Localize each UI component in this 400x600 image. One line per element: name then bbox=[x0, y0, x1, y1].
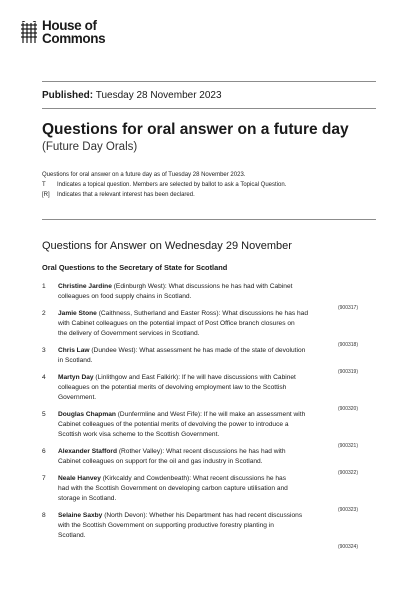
logo-line-1: House of bbox=[42, 18, 97, 33]
department-heading: Oral Questions to the Secretary of State for Scotland bbox=[42, 263, 228, 272]
question-text: Cabinet colleagues on support for the oil and gas industry in Scotland. bbox=[58, 458, 263, 465]
question-text: with Cabinet colleagues on the potential impact of Post Office branch closures on bbox=[58, 320, 295, 327]
question-number: 3 bbox=[42, 347, 46, 354]
question-line bbox=[58, 410, 354, 420]
question-text: the delivery of Government services in Scotland. bbox=[58, 330, 200, 337]
question-number: 5 bbox=[42, 411, 46, 418]
member-name: Martyn Day bbox=[58, 374, 94, 381]
question-line bbox=[58, 474, 354, 484]
divider-published bbox=[42, 108, 376, 109]
divider-top bbox=[42, 81, 376, 82]
question-reference: (900320) bbox=[337, 406, 358, 412]
logo-line-2: Commons bbox=[42, 30, 106, 46]
member-constituency: (Kirkcaldy and Cowdenbeath): bbox=[102, 475, 192, 482]
member-name: Christine Jardine bbox=[58, 283, 112, 290]
question-reference: (900317) bbox=[337, 305, 358, 311]
question-line bbox=[58, 393, 354, 403]
question-text: with the Scottish Government on supporting productive forestry planting in bbox=[58, 522, 274, 529]
question-text: What assessment he has made of the state of devolution bbox=[139, 347, 306, 354]
question-line bbox=[58, 319, 354, 329]
question-text: If he will make an assessment with bbox=[203, 411, 306, 418]
published-date: Tuesday 28 November 2023 bbox=[95, 90, 222, 101]
question-text: storage in Scotland. bbox=[58, 495, 117, 502]
member-name: Alexander Stafford bbox=[58, 448, 117, 455]
question-reference: (900319) bbox=[337, 369, 358, 375]
question-line bbox=[58, 457, 354, 467]
member-name: Jamie Stone bbox=[58, 310, 97, 317]
question-text: colleagues on food supply chains in Scotland. bbox=[58, 293, 192, 300]
question-line bbox=[58, 521, 354, 531]
question-body bbox=[58, 346, 354, 366]
question-line bbox=[58, 329, 354, 339]
question-text: in Scotland. bbox=[58, 357, 93, 364]
legend-key: [R] bbox=[42, 192, 50, 198]
question-text: colleagues on the potential merits of devolving employment law to the Scottish bbox=[58, 384, 287, 391]
legend-key: T bbox=[42, 182, 46, 188]
member-constituency: (Linlithgow and East Falkirk): bbox=[95, 374, 181, 381]
question-line bbox=[58, 494, 354, 504]
member-constituency: (Edinburgh West): bbox=[113, 283, 167, 290]
member-constituency: (North Devon): bbox=[104, 512, 148, 519]
question-line bbox=[58, 531, 354, 541]
question-line bbox=[58, 430, 354, 440]
question-reference: (900321) bbox=[337, 443, 358, 449]
question-text: What recent discussions he has had with bbox=[166, 448, 286, 455]
question-number: 4 bbox=[42, 374, 46, 381]
question-line bbox=[58, 356, 354, 366]
published-line bbox=[42, 90, 222, 101]
question-line bbox=[58, 447, 354, 457]
question-number: 1 bbox=[42, 283, 46, 290]
question-text: Government. bbox=[58, 394, 97, 401]
page-subtitle: (Future Day Orals) bbox=[42, 141, 138, 153]
question-text: What discussions he has had with Cabinet bbox=[168, 283, 293, 290]
member-constituency: (Dunfermline and West Fife): bbox=[117, 411, 202, 418]
question-body bbox=[58, 511, 354, 541]
member-constituency: (Dundee West): bbox=[91, 347, 138, 354]
page-title: Questions for oral answer on a future day bbox=[42, 121, 349, 138]
member-constituency: (Rother Valley): bbox=[118, 448, 165, 455]
house-of-commons-logo bbox=[20, 20, 105, 45]
question-body bbox=[58, 282, 354, 302]
question-number: 7 bbox=[42, 475, 46, 482]
legend-row-topical bbox=[42, 180, 372, 190]
legend-row-interest bbox=[42, 190, 372, 200]
member-name: Neale Hanvey bbox=[58, 475, 101, 482]
question-line bbox=[58, 383, 354, 393]
question-line bbox=[58, 484, 354, 494]
question-reference: (900318) bbox=[337, 342, 358, 348]
member-name: Chris Law bbox=[58, 347, 90, 354]
member-name: Douglas Chapman bbox=[58, 411, 116, 418]
question-text: Scottish work visa scheme to the Scottish Government. bbox=[58, 431, 220, 438]
question-text: What discussions he has had bbox=[222, 310, 309, 317]
legend-desc: Indicates that a relevant interest has been declared. bbox=[57, 192, 195, 198]
question-body bbox=[58, 474, 354, 504]
published-label: Published: bbox=[42, 90, 94, 101]
portcullis-icon bbox=[20, 21, 38, 43]
question-body bbox=[58, 373, 354, 403]
member-name: Selaine Saxby bbox=[58, 512, 103, 519]
question-line bbox=[58, 309, 354, 319]
question-line bbox=[58, 292, 354, 302]
question-text: Cabinet colleagues of the potential merits of devolving the power to introduce a bbox=[58, 421, 289, 428]
member-constituency: (Caithness, Sutherland and Easter Ross): bbox=[98, 310, 221, 317]
question-reference: (900324) bbox=[337, 544, 358, 550]
logo-wordmark bbox=[42, 20, 105, 45]
intro-text: Questions for oral answer on a future day as of Tuesday 28 November 2023. bbox=[42, 172, 246, 178]
question-line bbox=[58, 420, 354, 430]
legend-desc: Indicates a topical question. Members are selected by ballot to ask a Topical Question. bbox=[57, 182, 287, 188]
question-number: 8 bbox=[42, 512, 46, 519]
intro-block bbox=[42, 170, 372, 200]
question-body bbox=[58, 447, 354, 467]
question-text: If he will have discussions with Cabinet bbox=[181, 374, 296, 381]
question-number: 6 bbox=[42, 448, 46, 455]
question-number: 2 bbox=[42, 310, 46, 317]
question-reference: (900323) bbox=[337, 507, 358, 513]
question-reference: (900322) bbox=[337, 470, 358, 476]
question-line bbox=[58, 282, 354, 292]
question-line bbox=[58, 346, 354, 356]
question-text: Scotland. bbox=[58, 532, 86, 539]
question-line bbox=[58, 373, 354, 383]
question-line bbox=[58, 511, 354, 521]
section-heading: Questions for Answer on Wednesday 29 November bbox=[42, 240, 292, 252]
question-body bbox=[58, 410, 354, 440]
question-text: Whether his Department has had recent discussions bbox=[149, 512, 303, 519]
question-text: had with the Scottish Government on developing carbon capture utilisation and bbox=[58, 485, 288, 492]
question-body bbox=[58, 309, 354, 339]
divider-intro bbox=[42, 219, 376, 220]
question-text: What recent discussions he has bbox=[192, 475, 287, 482]
